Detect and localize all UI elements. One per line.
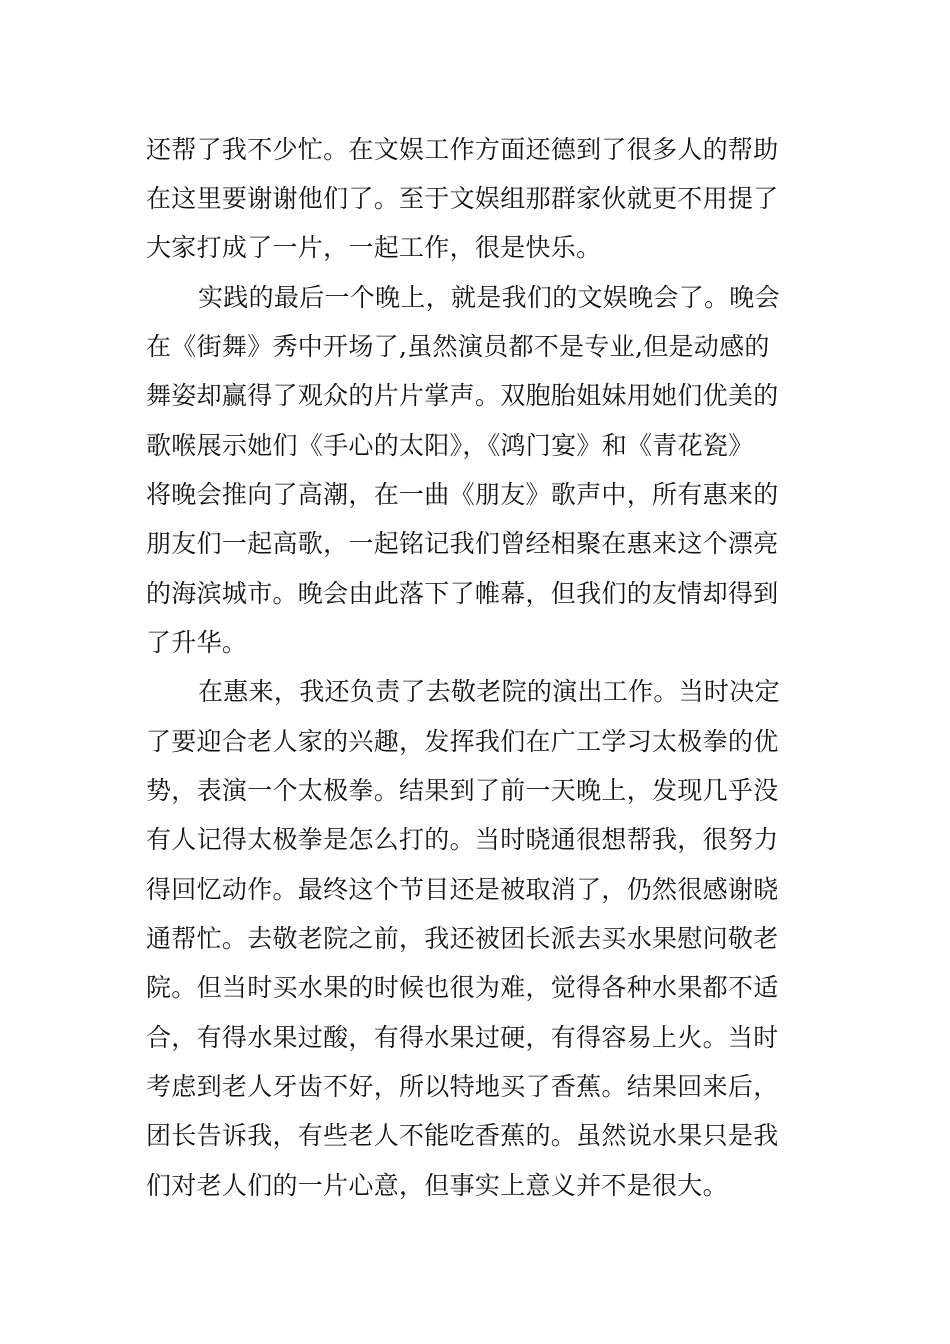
text-line: 大家打成了一片，一起工作，很是快乐。 <box>146 233 602 262</box>
text-line: 歌喉展示她们《手心的太阳》，《鸿门宴》和《青花瓷》 <box>146 431 754 460</box>
text-line: 在这里要谢谢他们了。至于文娱组那群家伙就更不用提了 <box>146 184 779 213</box>
text-line: 团长告诉我，有些老人不能吃香蕉的。虽然说水果只是我 <box>146 1121 779 1150</box>
text-line: 通帮忙。去敬老院之前，我还被团长派去买水果慰问敬老 <box>146 924 779 953</box>
text-line: 舞姿却赢得了观众的片片掌声。双胞胎姐妹用她们优美的 <box>146 381 779 410</box>
text-line: 朋友们一起高歌，一起铭记我们曾经相聚在惠来这个漂亮 <box>146 529 779 558</box>
text-line: 合，有得水果过酸，有得水果过硬，有得容易上火。当时 <box>146 1023 779 1052</box>
text-line: 考虑到老人牙齿不好，所以特地买了香蕉。结果回来后， <box>146 1072 779 1101</box>
text-line: 了要迎合老人家的兴趣，发挥我们在广工学习太极拳的优 <box>146 727 779 756</box>
text-line: 的海滨城市。晚会由此落下了帷幕，但我们的友情却得到 <box>146 579 779 608</box>
paragraph-start-line: 实践的最后一个晚上，就是我们的文娱晚会了。晚会 <box>198 283 780 312</box>
text-line: 院。但当时买水果的时候也很为难，觉得各种水果都不适 <box>146 973 779 1002</box>
text-line: 们对老人们的一片心意，但事实上意义并不是很大。 <box>146 1171 728 1200</box>
text-line: 了升华。 <box>146 628 248 657</box>
text-line: 还帮了我不少忙。在文娱工作方面还德到了很多人的帮助 <box>146 135 779 164</box>
paragraph-start-line: 在惠来，我还负责了去敬老院的演出工作。当时决定 <box>198 677 780 706</box>
text-line: 得回忆动作。最终这个节目还是被取消了，仍然很感谢晓 <box>146 875 779 904</box>
text-line: 在《街舞》秀中开场了,虽然演员都不是专业,但是动感的 <box>146 332 770 361</box>
text-line: 有人记得太极拳是怎么打的。当时晓通很想帮我，很努力 <box>146 825 779 854</box>
text-line: 势，表演一个太极拳。结果到了前一天晚上，发现几乎没 <box>146 776 779 805</box>
text-line: 将晚会推向了高潮，在一曲《朋友》歌声中，所有惠来的 <box>146 480 779 509</box>
